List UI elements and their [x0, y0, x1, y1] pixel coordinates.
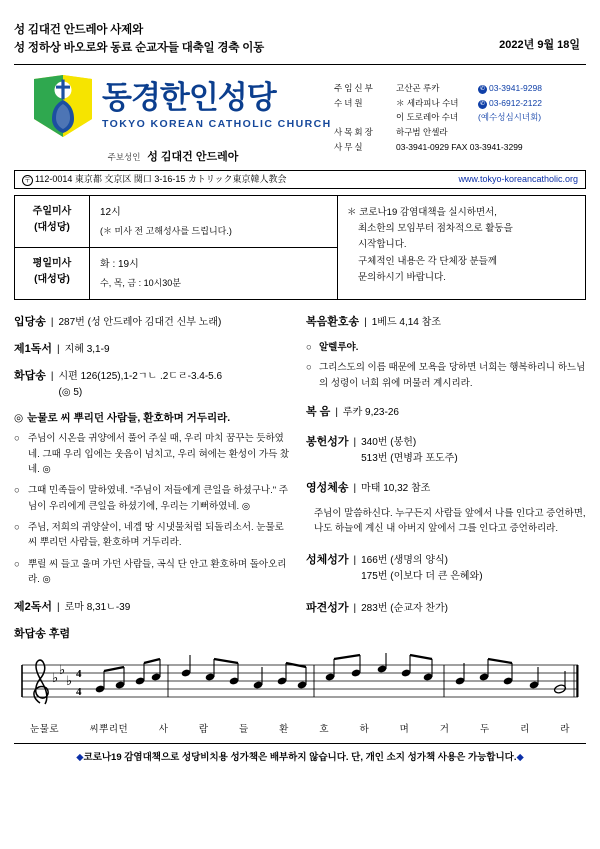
- mass-time-cell: [90, 248, 337, 299]
- psalm-verse: [14, 431, 294, 477]
- offertory-line1: 340번 (봉헌): [361, 436, 417, 448]
- mass-note: 수, 목, 금 : 10시30분: [100, 277, 181, 288]
- star-icon: ＊: [347, 206, 357, 218]
- separator: |: [364, 317, 367, 329]
- lyric-syllable: 사: [158, 723, 169, 735]
- mass-note: (＊ 미사 전 고해성사를 드립니다.): [100, 225, 232, 236]
- gospel-label: 복 음: [306, 405, 331, 418]
- title-line-1: 성 김대건 안드레아 사제와: [14, 24, 143, 36]
- contact-phone: [476, 96, 586, 111]
- lyric-syllable: 며: [399, 723, 410, 735]
- website-link[interactable]: www.tokyo-koreancatholic.org: [458, 174, 578, 185]
- verse-text: 주님이 시온을 귀양에서 풀어 주실 때, 우리 마치 꿈꾸는 듯하였네. 그때 우리 입에는 웃음이 넘치고, 우리 혀에는 환성이 가득 찼네. ◎: [28, 433, 290, 475]
- psalm-label: 화답송: [14, 370, 46, 383]
- document-header: [14, 0, 586, 58]
- svg-text:♭: ♭: [52, 670, 59, 686]
- contact-label: 수녀원: [334, 97, 365, 108]
- communion-hymn: [306, 551, 586, 585]
- psalm-verse: [14, 557, 294, 588]
- separator: |: [353, 482, 357, 494]
- church-emblem-icon: [32, 73, 94, 139]
- sheet-music-icon: [14, 647, 586, 719]
- svg-text:♭: ♭: [59, 662, 66, 678]
- mass-time: 화 : 19시: [100, 258, 139, 270]
- notice-line: [347, 205, 576, 221]
- header-divider: [14, 64, 586, 65]
- gospel-value: 루카 9,23-26: [342, 406, 399, 418]
- footer-notice: [14, 744, 586, 763]
- contact-name: 이 도로레아 수녀: [396, 112, 459, 123]
- masthead: [14, 73, 586, 164]
- diamond-icon: ◆: [76, 751, 84, 763]
- lyric-syllable: 람: [198, 723, 209, 735]
- contact-note: (예수성심시녀회): [478, 112, 542, 123]
- contact-row: [332, 125, 586, 140]
- contact-name: 고산곤 루카: [396, 82, 440, 93]
- mass-type-label: [15, 196, 90, 247]
- liturgy-columns: [14, 313, 586, 640]
- psalm-refrain: [14, 410, 294, 425]
- communion-hymn-label: 성체성가: [306, 553, 349, 566]
- issue-date: 2022년 9월 18일: [499, 39, 580, 51]
- logo-wordmark: [102, 79, 332, 130]
- music-section-title: 화답송 후렴: [14, 627, 71, 640]
- line-mark-icon: ○: [306, 362, 312, 374]
- verse-mark-icon: ○: [14, 485, 20, 497]
- lyric-syllable: 눈물로: [30, 723, 60, 735]
- lyric-syllable: 들: [239, 723, 249, 735]
- notice-line: 문의하시기 바랍니다.: [358, 271, 446, 283]
- lyric-syllable: 씨뿌리던: [89, 723, 129, 735]
- svg-text:4: 4: [76, 667, 82, 680]
- separator: |: [57, 601, 60, 613]
- contact-label: 사목회장: [334, 127, 375, 138]
- mass-schedule-table: [14, 195, 586, 301]
- title-line-2: 성 정하상 바오로와 동료 순교자들 대축일 경축 이동: [14, 41, 265, 54]
- verse-mark-icon: ○: [14, 558, 20, 570]
- notice-line: 시작합니다.: [358, 239, 407, 251]
- patron-saint: [14, 148, 332, 164]
- contact-label: [332, 110, 394, 125]
- verse-text: 뿌릴 씨 들고 울며 가던 사람들, 곡식 단 안고 환호하며 돌아오리라. ◎: [28, 558, 287, 586]
- gospel: [306, 403, 586, 421]
- contact-row: [332, 96, 586, 111]
- separator: |: [353, 602, 357, 614]
- responsorial-psalm: [14, 367, 294, 401]
- separator: |: [335, 406, 338, 418]
- mass-type-name: 평일미사: [32, 257, 72, 269]
- contact-name: ＊ 세라피나 수녀: [396, 97, 459, 108]
- gospel-acclamation: [306, 313, 586, 331]
- logo-block: [14, 73, 332, 164]
- contact-row: [332, 81, 586, 96]
- lyric-syllable: 거: [439, 723, 450, 735]
- offertory-label: 봉헌성가: [306, 435, 349, 448]
- mass-type-label: [15, 248, 90, 299]
- communion-antiphon: [306, 479, 586, 497]
- music-lyrics: [14, 721, 586, 735]
- offertory-hymn: [306, 433, 586, 467]
- first-reading-value: 지혜 3,1-9: [64, 344, 110, 356]
- postal-mark-icon: 〒: [22, 175, 33, 186]
- contact-phone: [476, 81, 586, 96]
- covid-notice: [338, 196, 585, 300]
- contact-row: [332, 140, 586, 155]
- separator: |: [50, 371, 54, 383]
- contact-empty: [476, 125, 586, 140]
- postal-address: [22, 172, 287, 186]
- mass-schedule-left: [15, 196, 338, 300]
- phone-icon: ✆: [479, 100, 486, 107]
- second-reading: [14, 598, 294, 616]
- entrance-hymn-label: 입당송: [14, 316, 46, 329]
- psalm-verse: [14, 520, 294, 551]
- postal-code: 112-0014: [35, 174, 73, 185]
- contact-row: [332, 110, 586, 125]
- separator: |: [57, 344, 60, 356]
- second-reading-label: 제2독서: [14, 600, 52, 613]
- svg-text:4: 4: [76, 685, 82, 698]
- address-line: 東京都 文京区 関口 3-16-15 カトリック東京韓人教会: [74, 174, 287, 185]
- gospel-acclamation-label: 복음환호송: [306, 316, 360, 329]
- communion-antiphon-text: 주님이 말씀하신다. 누구든지 사람들 앞에서 나를 인다고 증언하면, 나도 하늘에 계신 내 아버지 앞에서 그를 인다고 증언하리라.: [314, 507, 586, 535]
- left-column: [14, 313, 302, 640]
- logo-name-korean: 동경한인성당: [102, 79, 276, 115]
- contact-phone-number: 03-6912-2122: [489, 97, 542, 108]
- separator: |: [353, 554, 357, 566]
- mass-time: 12시: [100, 206, 121, 218]
- first-reading: [14, 340, 294, 358]
- table-row: [15, 248, 337, 299]
- contact-phone-number: 03-3941-0929 FAX 03-3941-3299: [396, 142, 523, 153]
- contact-label: 주임신부: [334, 82, 375, 93]
- phone-icon: ✆: [479, 85, 486, 92]
- second-reading-value: 로마 8,31ㄴ-39: [64, 601, 131, 613]
- entrance-hymn: [14, 313, 294, 331]
- offertory-line2: 513번 (면병과 포도주): [361, 452, 458, 464]
- recessional-label: 파견성가: [306, 601, 349, 614]
- contact-label: 사무실: [334, 142, 365, 153]
- lyric-syllable: 라: [560, 723, 570, 735]
- psalm-reference-line1: 시편 126(125),1-2ㄱㄴ .2ㄷㄹ-3.4-5.6: [58, 371, 223, 383]
- lyric-syllable: 두: [479, 723, 490, 735]
- communion-antiphon-value: 마태 10,32 참조: [361, 482, 431, 494]
- patron-name: 성 김대건 안드레아: [147, 150, 239, 163]
- psalm-verse: [14, 483, 294, 514]
- line-mark-icon: ○: [306, 342, 312, 354]
- acclamation-line: [306, 340, 586, 355]
- refrain-mark-icon: ◎: [14, 412, 24, 425]
- notice-line: 최소한의 모임부터 점차적으로 활동을: [358, 222, 513, 234]
- verse-text: 그때 민족들이 말하였네. "주님이 저들에게 큰일을 하셨구나." 주님이 우리에게 큰일을 하셨기에, 우리는 기뻐하였네. ◎: [28, 485, 288, 512]
- verse-text: 주님, 저희의 귀양살이, 네겝 땅 시냇물처럼 되돌리소서. 눈물로 씨 뿌리던 사람들, 환호하며 거두리라.: [28, 522, 284, 549]
- psalm-reference: [59, 369, 223, 401]
- lyric-syllable: 리: [520, 723, 530, 735]
- mass-time-cell: [90, 196, 337, 247]
- communion-hymn-line1: 166번 (생명의 양식): [361, 554, 448, 566]
- mass-type-name: 주일미사: [32, 205, 72, 217]
- notice-line: 구체적인 내용은 각 단체장 분들께: [358, 255, 498, 267]
- svg-text:♭: ♭: [66, 673, 73, 689]
- patron-label: 주보성인: [107, 151, 141, 162]
- music-staff: [14, 647, 586, 719]
- separator: |: [50, 317, 54, 329]
- footer-text: 코로나19 감염대책으로 성당비치용 성가책은 배부하지 않습니다. 단, 개인 소지 성가책 사용은 가능합니다.: [83, 751, 517, 763]
- mass-type-place: (대성당): [34, 221, 70, 233]
- table-row: [15, 196, 337, 248]
- communion-hymn-value: [361, 553, 482, 585]
- entrance-hymn-value: 287번 (성 안드레아 김대건 신부 노래): [58, 317, 222, 329]
- verse-mark-icon: ○: [14, 433, 20, 445]
- contact-block: [332, 73, 586, 155]
- communion-antiphon-label: 영성체송: [306, 481, 349, 494]
- lyric-syllable: 하: [359, 723, 370, 735]
- recessional-hymn: [306, 599, 586, 617]
- acclamation-line: [306, 360, 586, 390]
- contact-phone-number: 03-3941-9298: [489, 82, 542, 93]
- gospel-acclamation-value: 1베드 4,14 참조: [371, 317, 441, 329]
- recessional-value: 283번 (순교자 찬가): [361, 602, 448, 614]
- lyric-syllable: 환: [279, 723, 289, 735]
- communion-hymn-line2: 175번 (이보다 더 큰 은혜와): [361, 570, 483, 582]
- notice-text: 코로나19 감염대책을 실시하면서,: [359, 206, 497, 218]
- acclamation-text: 그리스도의 이름 때문에 모욕을 당하면 너희는 행복하리니 하느님의 성령이 너희 위에 머물러 계시리라.: [319, 362, 586, 389]
- psalm-reference-line2: (◎ 5): [58, 387, 83, 399]
- address-bar: [14, 170, 586, 189]
- psalm-refrain-text: 눈물로 씨 뿌리던 사람들, 환호하며 거두리라.: [27, 412, 231, 425]
- offertory-value: [361, 435, 458, 467]
- mass-type-place: (대성당): [34, 273, 70, 285]
- right-column: [302, 313, 586, 640]
- logo-name-english: TOKYO KOREAN CATHOLIC CHURCH: [102, 117, 332, 130]
- verse-mark-icon: ○: [14, 522, 20, 534]
- page-title: [14, 22, 264, 58]
- diamond-icon: ◆: [516, 751, 524, 763]
- acclamation-text: 알렐루야.: [319, 342, 359, 354]
- lyric-syllable: 호: [319, 723, 329, 735]
- separator: |: [353, 436, 357, 448]
- contact-name: 하구범 안셀라: [396, 127, 448, 138]
- first-reading-label: 제1독서: [14, 343, 52, 356]
